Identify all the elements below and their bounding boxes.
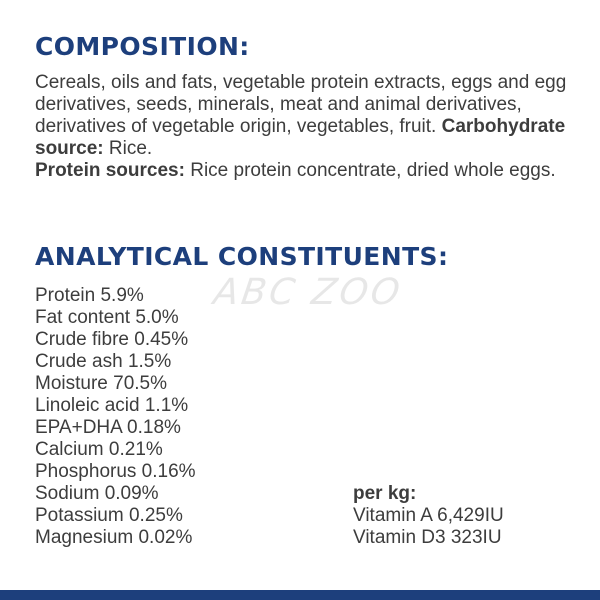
carbohydrate-source-label: Carbohydrate source: <box>35 116 566 159</box>
vitamin-item: Vitamin A 6,429IU <box>353 505 504 526</box>
protein-sources-value: Rice protein concentrate, dried whole eggs. <box>190 160 556 181</box>
constituent-item: EPA+DHA 0.18% <box>35 417 181 438</box>
constituent-item: Fat content 5.0% <box>35 307 179 328</box>
analytical-constituents-list <box>35 285 196 549</box>
vitamin-item: Vitamin D3 323IU <box>353 527 502 548</box>
constituent-item: Phosphorus 0.16% <box>35 461 196 482</box>
vitamin-list <box>353 505 504 549</box>
ingredients-list: Cereals, oils and fats, vegetable protein extracts, eggs and egg derivatives, seeds, minerals, meat and animal derivatives, derivatives of vegetable origin, vegetables, fruit. <box>35 72 567 137</box>
constituent-item: Crude fibre 0.45% <box>35 329 189 350</box>
composition-text <box>35 72 580 182</box>
composition-heading: COMPOSITION: <box>35 32 250 61</box>
per-kg-section <box>353 483 504 549</box>
constituent-item: Potassium 0.25% <box>35 505 183 526</box>
constituent-item: Protein 5.9% <box>35 285 144 306</box>
constituent-item: Magnesium 0.02% <box>35 527 193 548</box>
bottom-accent-bar <box>0 590 600 600</box>
carbohydrate-source-value: Rice. <box>108 138 153 159</box>
constituent-item: Crude ash 1.5% <box>35 351 172 372</box>
protein-sources-label: Protein sources: <box>35 160 185 181</box>
constituent-item: Calcium 0.21% <box>35 439 163 460</box>
constituent-item: Linoleic acid 1.1% <box>35 395 189 416</box>
watermark-text: ABC ZOO <box>211 272 406 313</box>
analytical-constituents-heading: ANALYTICAL CONSTITUENTS: <box>35 242 449 271</box>
constituent-item: Moisture 70.5% <box>35 373 168 394</box>
per-kg-title: per kg: <box>353 483 417 504</box>
constituent-item: Sodium 0.09% <box>35 483 159 504</box>
